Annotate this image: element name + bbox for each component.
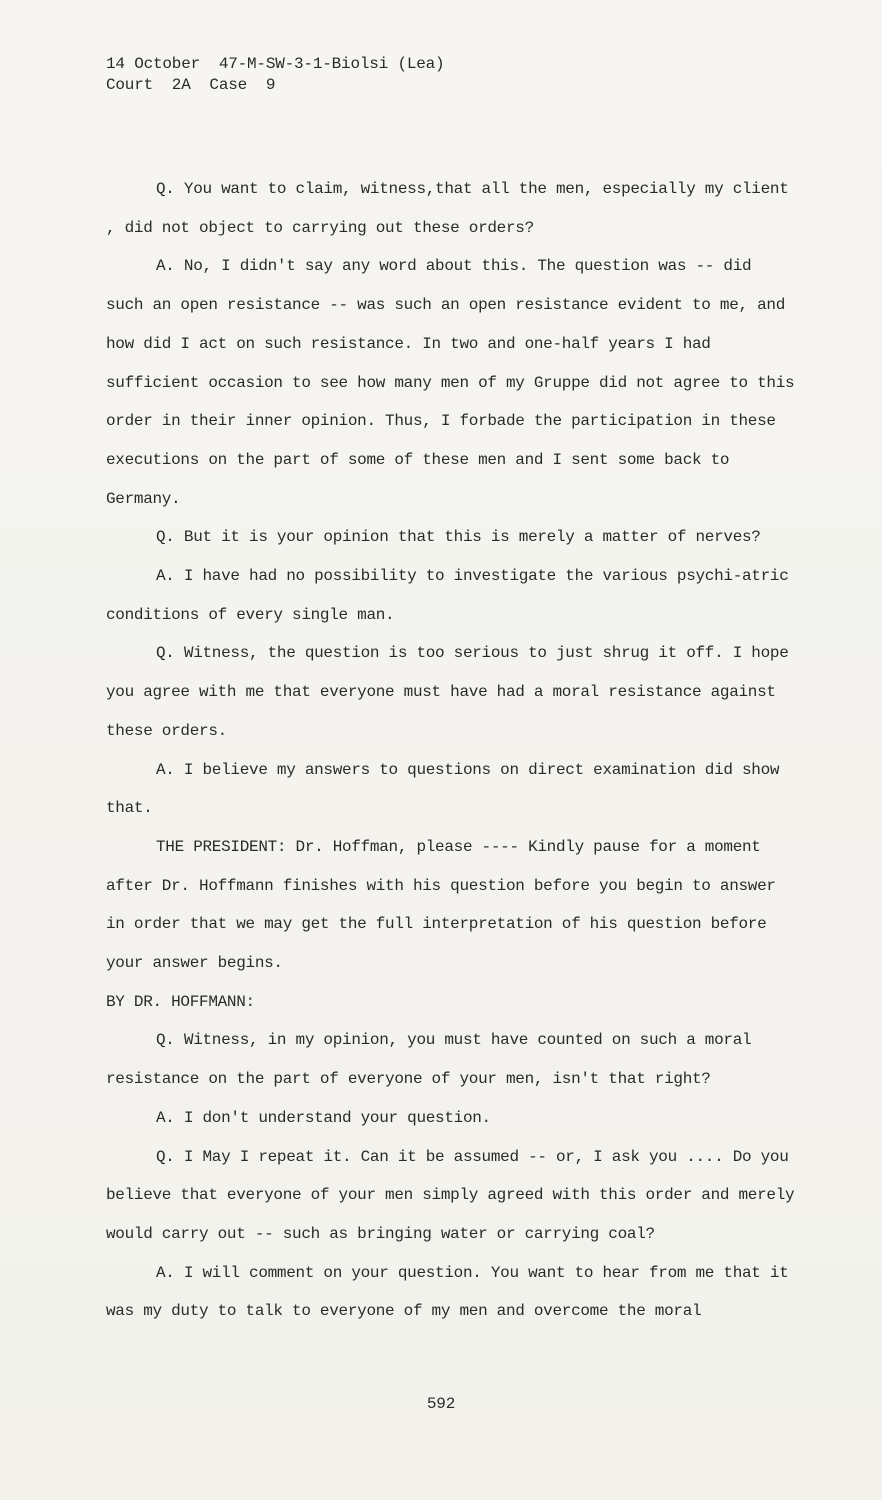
transcript-paragraph: Q. You want to claim, witness,that all the men, especially my client , did not object to carrying out these orders?	[106, 180, 789, 237]
transcript-paragraph: A. I don't understand your question.	[156, 1108, 491, 1127]
header-court-case: Court 2A Case 9	[106, 76, 276, 94]
transcript-paragraph: A. I will comment on your question. You want to hear from me that it was my duty to talk to everyone of my men and overcome the moral	[106, 1263, 789, 1321]
transcript-paragraph: A. I have had no possibility to investigate the various psychi-atric conditions of every single man.	[106, 567, 789, 624]
transcript-paragraph: Q. Witness, the question is too serious to just shrug it off. I hope you agree with me that everyone must have had a moral resistance against these orders.	[106, 644, 789, 740]
transcript-paragraph: A. I believe my answers to questions on direct examination did show that.	[106, 760, 780, 818]
transcript-paragraph: Q. But it is your opinion that this is merely a matter of nerves?	[156, 528, 761, 547]
transcript-paragraph: THE PRESIDENT: Dr. Hoffman, please ---- Kindly pause for a moment after Dr. Hoffmann finishes with his question before you begin to answer in order that we may get the full interpretation of his question before your answer begins.	[106, 837, 776, 973]
transcript-paragraph: Q. Witness, in my opinion, you must have counted on such a moral resistance on the part of everyone of your men, isn't that right?	[106, 1031, 752, 1089]
speaker-heading: BY DR. HOFFMANN:	[106, 992, 255, 1011]
transcript-paragraph: Q. I May I repeat it. Can it be assumed -- or, I ask you .... Do you believe that everyone of your men simply agreed with this order and merely would carry out -- such as bringing water or carrying coal?	[106, 1147, 795, 1243]
transcript-body	[106, 170, 796, 1331]
transcript-paragraph: A. No, I didn't say any word about this. The question was -- did such an open resistance -- was such an open resistance evident to me, and how did I act on such resistance. In two and one-half years I had sufficient occasion to see how many men of my Gruppe did not agree to this order in their inner opinion. Thus, I forbade the participation in these executions on the part of some of these men and I sent some back to Germany.	[106, 257, 795, 508]
page-number: 592	[426, 1395, 456, 1413]
header-date-reference: 14 October 47-M-SW-3-1-Biolsi (Lea)	[106, 55, 445, 73]
document-header	[106, 54, 444, 96]
